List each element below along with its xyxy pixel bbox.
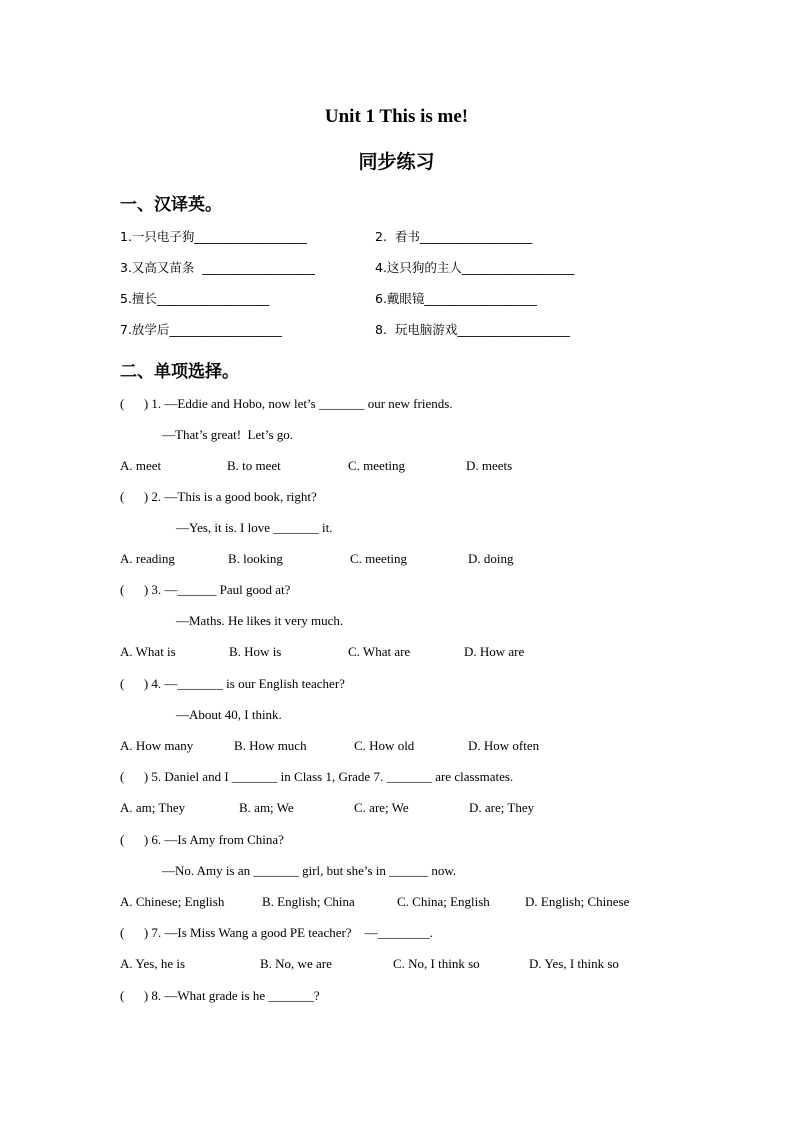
question-reply: —Maths. He likes it very much. <box>176 613 344 628</box>
answer-option: D. English; Chinese <box>525 894 630 909</box>
answer-option: C. China; English <box>397 894 490 909</box>
answer-option: B. English; China <box>262 894 355 909</box>
page-subtitle: 同步练习 <box>358 152 435 173</box>
answer-option: A. How many <box>120 738 194 753</box>
answer-option: D. Yes, I think so <box>529 956 619 971</box>
answer-option: C. What are <box>348 644 411 659</box>
section1-heading: 一、汉译英。 <box>120 195 222 214</box>
answer-option: B. to meet <box>227 458 281 473</box>
answer-option: C. meeting <box>350 551 408 566</box>
answer-option: D. are; They <box>469 800 535 815</box>
question-reply: —That’s great! Let’s go. <box>162 427 294 442</box>
answer-option: C. How old <box>354 738 415 753</box>
answer-option: B. am; We <box>239 800 294 815</box>
question-stem: ( ) 4. —_______ is our English teacher? <box>120 676 345 691</box>
translation-item: 1.一只电子狗__________________ <box>120 229 307 244</box>
question-stem: ( ) 5. Daniel and I _______ in Class 1, Grade 7. _______ are classmates. <box>120 769 514 784</box>
question-reply: —No. Amy is an _______ girl, but she’s in ______ now. <box>162 863 457 878</box>
answer-option: C. are; We <box>354 800 409 815</box>
answer-option: D. How often <box>468 738 540 753</box>
question-reply: —Yes, it is. I love _______ it. <box>176 520 333 535</box>
answer-option: D. How are <box>464 644 525 659</box>
answer-option: A. reading <box>120 551 175 566</box>
answer-option: C. meeting <box>348 458 406 473</box>
translation-item: 8. 玩电脑游戏__________________ <box>375 322 570 337</box>
section2-heading: 二、单项选择。 <box>120 362 239 381</box>
answer-option: D. meets <box>466 458 513 473</box>
question-stem: ( ) 6. —Is Amy from China? <box>120 832 284 847</box>
question-stem: ( ) 2. —This is a good book, right? <box>120 489 317 504</box>
translation-item: 4.这只狗的主人__________________ <box>375 260 575 275</box>
question-stem: ( ) 3. —______ Paul good at? <box>120 582 291 597</box>
answer-option: A. am; They <box>120 800 186 815</box>
answer-option: A. meet <box>120 458 162 473</box>
translation-item: 7.放学后__________________ <box>120 322 282 337</box>
translation-item: 3.又高又苗条 __________________ <box>120 260 315 275</box>
answer-option: A. Yes, he is <box>120 956 186 971</box>
question-stem: ( ) 8. —What grade is he _______? <box>120 988 320 1003</box>
answer-option: A. What is <box>120 644 176 659</box>
page-title: Unit 1 This is me! <box>324 106 469 127</box>
answer-option: C. No, I think so <box>393 956 480 971</box>
answer-option: A. Chinese; English <box>120 894 225 909</box>
question-stem: ( ) 1. —Eddie and Hobo, now let’s _______ our new friends. <box>120 396 453 411</box>
answer-option: B. How much <box>234 738 307 753</box>
answer-option: B. How is <box>229 644 282 659</box>
translation-item: 2. 看书__________________ <box>375 229 533 244</box>
answer-option: D. doing <box>468 551 514 566</box>
translation-item: 6.戴眼镜__________________ <box>375 291 537 306</box>
answer-option: B. looking <box>228 551 283 566</box>
translation-item: 5.擅长__________________ <box>120 291 270 306</box>
answer-option: B. No, we are <box>260 956 332 971</box>
question-reply: —About 40, I think. <box>176 707 282 722</box>
question-stem: ( ) 7. —Is Miss Wang a good PE teacher? —________. <box>120 925 433 940</box>
